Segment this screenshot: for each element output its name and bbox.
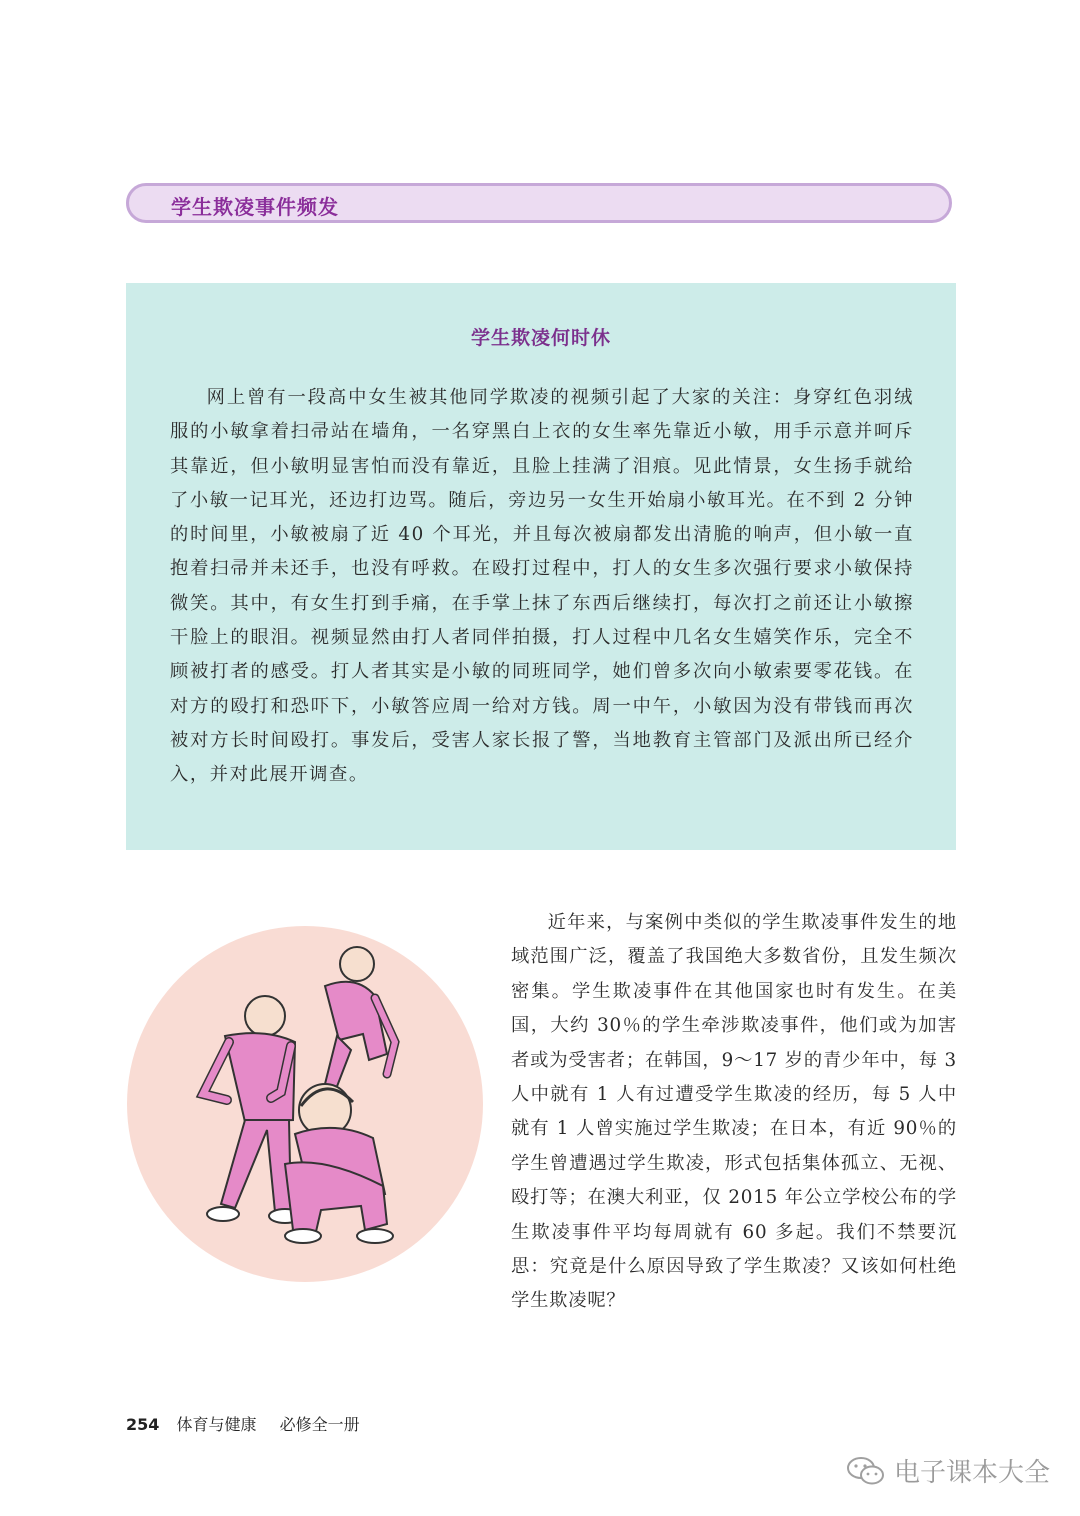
watermark: [846, 1452, 1050, 1489]
bullying-illustration: [125, 924, 485, 1284]
discussion-paragraph: 近年来，与案例中类似的学生欺凌事件发生的地域范围广泛，覆盖了我国绝大多数省份，且发生频次密集。学生欺凌事件在其他国家也时有发生。在美国，大约 30％的学生牵涉欺凌事件，他们或为加害者或为受害者；在韩国，9～17 岁的青少年中，每 3 人中就有 1 人有过遭受学生欺凌的经历，每 5 人中就有 1 人曾实施过学生欺凌；在日本，有近 90％的学生曾遭遇过学生欺凌，形式包括集体孤立、无视、殴打等；在澳大利亚，仅 2015 年公立学校公布的学生欺凌事件平均每周就有 60 多起。我们不禁要沉思：究竟是什么原因导致了学生欺凌？又该如何杜绝学生欺凌呢？: [511, 912, 957, 1312]
section-banner: [126, 183, 952, 223]
section-title: 学生欺凌事件频发: [171, 195, 339, 219]
book-title: 体育与健康: [176, 1415, 257, 1434]
case-study-box: [126, 283, 956, 850]
page-footer: [126, 1412, 360, 1435]
page-number: 254: [126, 1415, 160, 1434]
book-volume: 必修全一册: [279, 1415, 360, 1434]
case-study-title: 学生欺凌何时休: [470, 327, 611, 349]
watermark-text: 电子课本大全: [893, 1458, 1050, 1488]
case-study-body: 网上曾有一段高中女生被其他同学欺凌的视频引起了大家的关注：身穿红色羽绒服的小敏拿着扫帚站在墙角，一名穿黑白上衣的女生率先靠近小敏，用手示意并呵斥其靠近，但小敏明显害怕而没有靠近，且脸上挂满了泪痕。见此情景，女生扬手就给了小敏一记耳光，还边打边骂。随后，旁边另一女生开始扇小敏耳光。在不到 2 分钟的时间里，小敏被扇了近 40 个耳光，并且每次被扇都发出清脆的响声，但小敏一直抱着扫帚并未还手，也没有呼救。在殴打过程中，打人的女生多次强行要求小敏保持微笑。其中，有女生打到手痛，在手掌上抹了东西后继续打，每次打之前还让小敏擦干脸上的眼泪。视频显然由打人者同伴拍摄，打人过程中几名女生嬉笑作乐，完全不顾被打者的感受。打人者其实是小敏的同班同学，她们曾多次向小敏索要零花钱。在对方的殴打和恐吓下，小敏答应周一给对方钱。周一中午，小敏因为没有带钱而再次被对方长时间殴打。事发后，受害人家长报了警，当地教育主管部门及派出所已经介入，并对此展开调查。: [170, 387, 914, 786]
wechat-icon: [846, 1455, 886, 1487]
